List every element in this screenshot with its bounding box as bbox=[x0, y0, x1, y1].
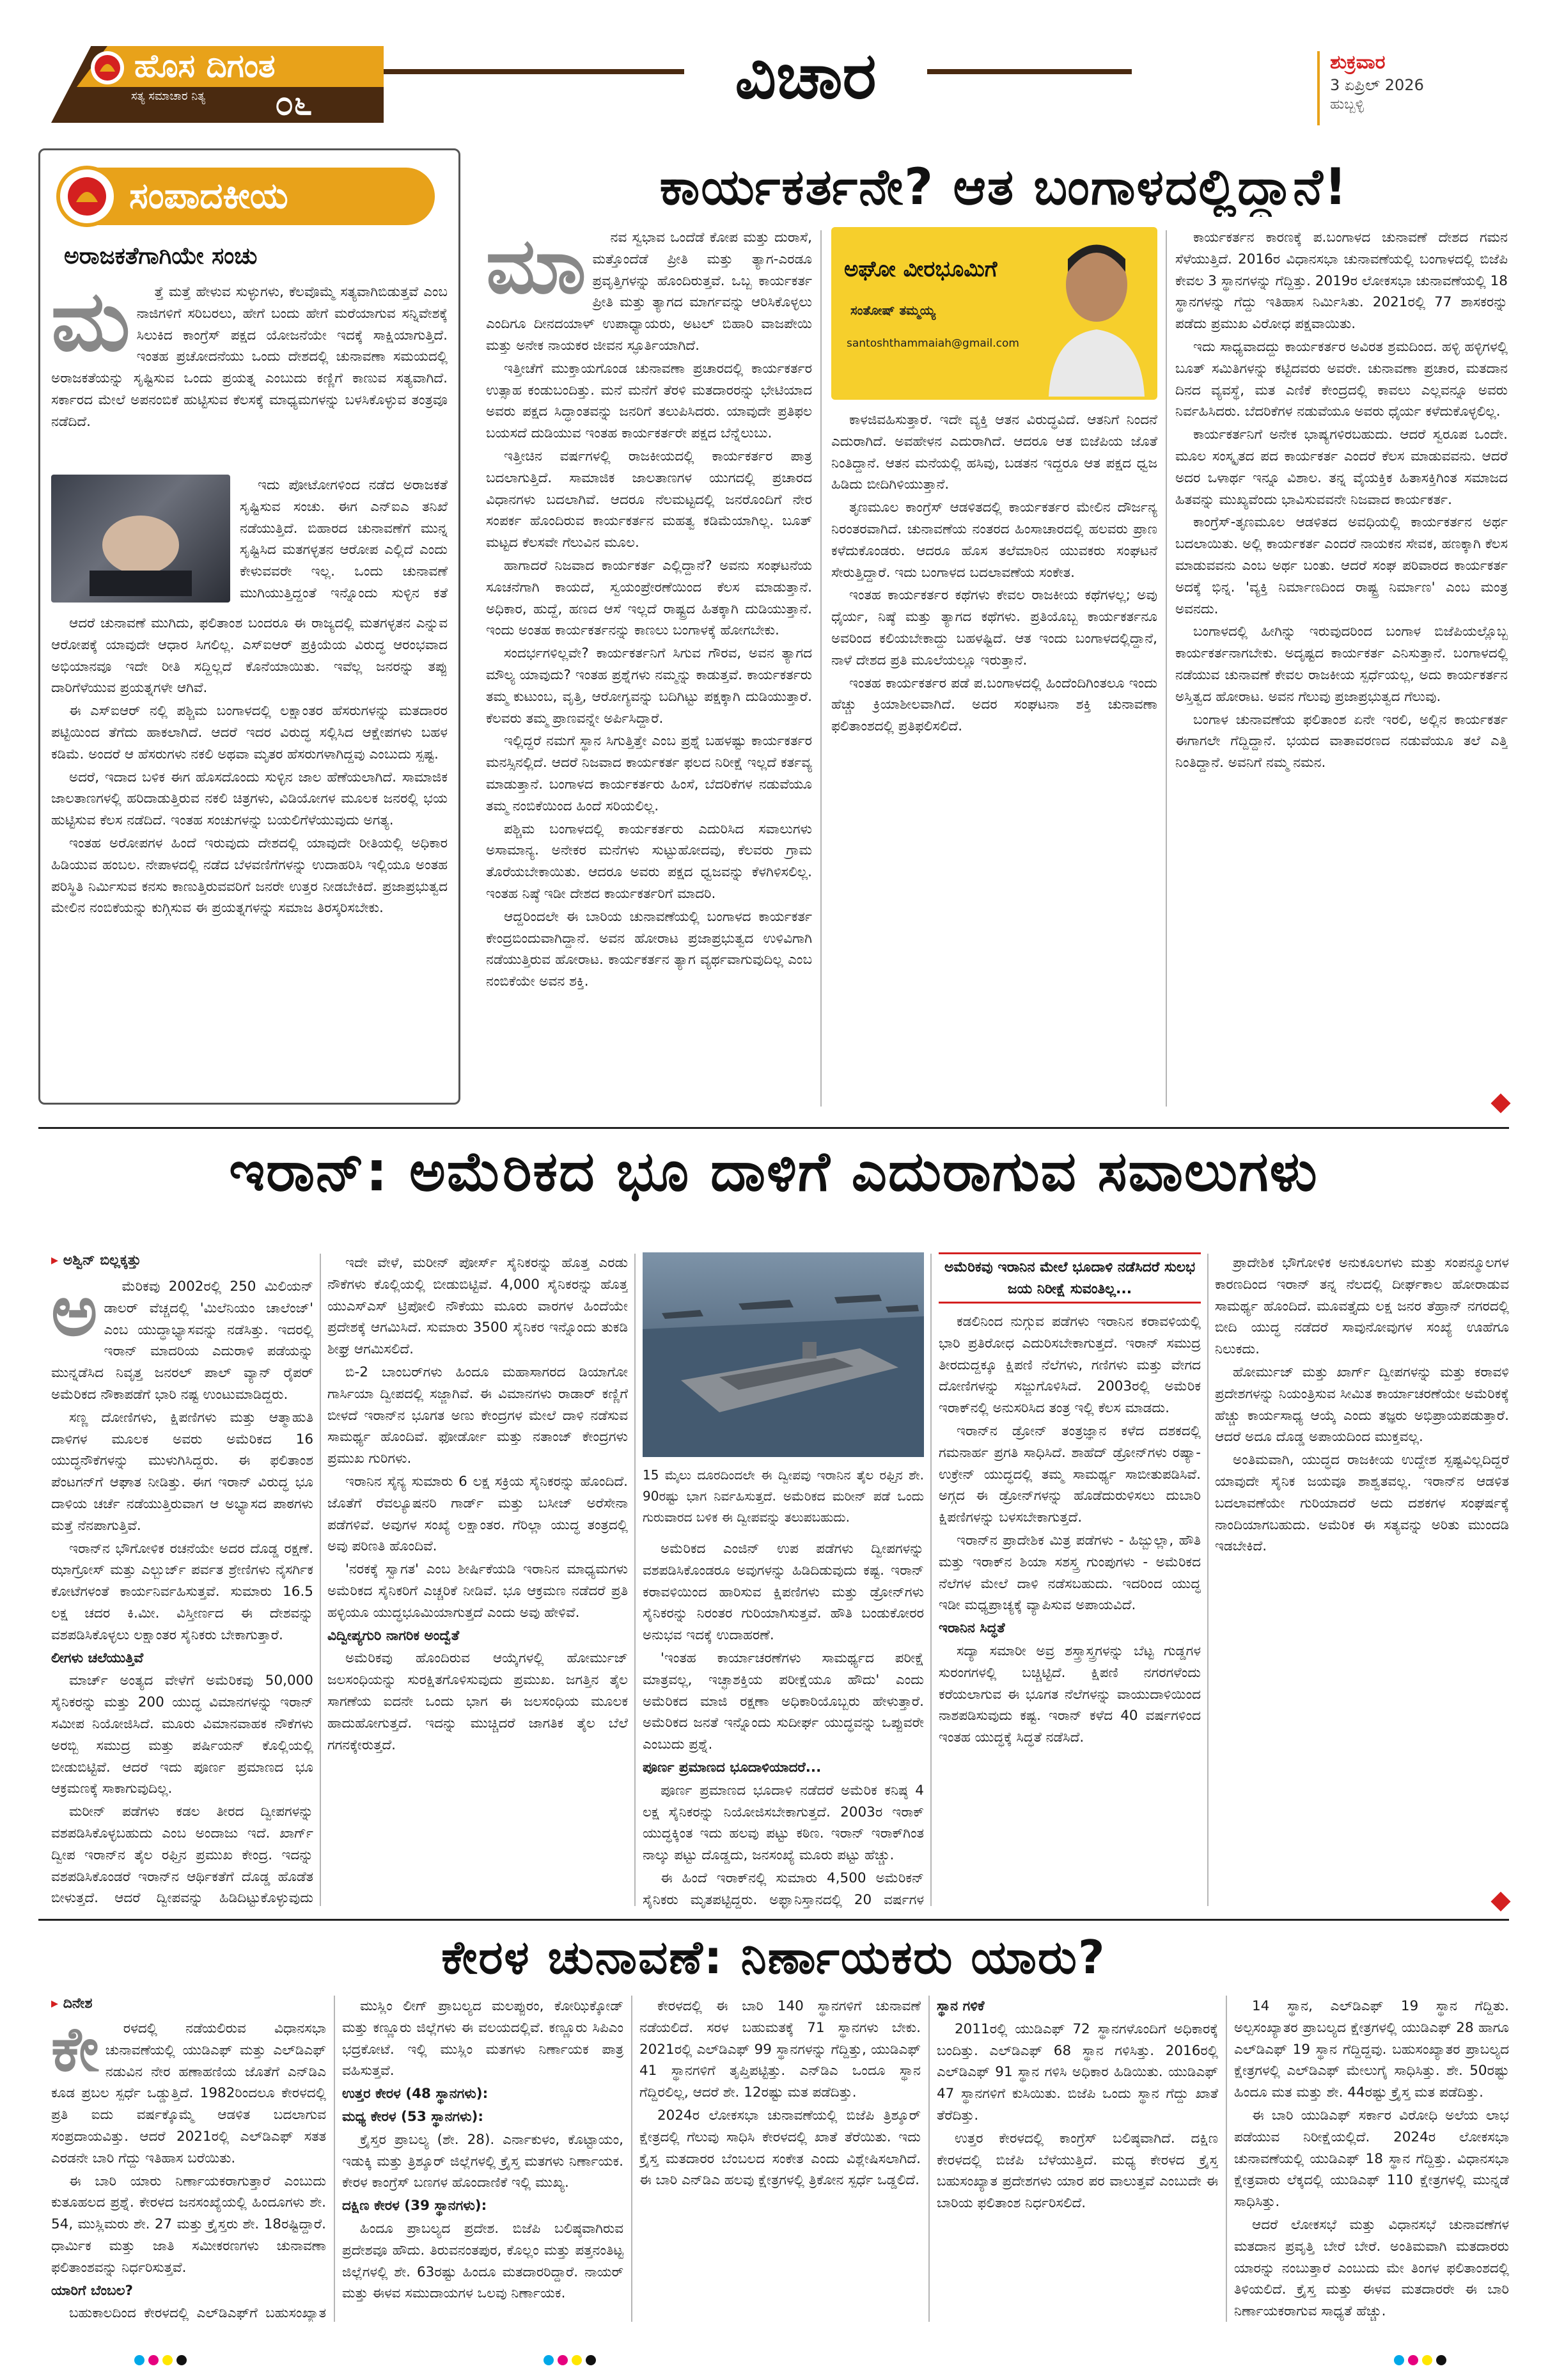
kerala-byline-marker-icon: ▸ bbox=[51, 1996, 63, 2012]
lead-headline: ಕಾರ್ಯಕರ್ತನೇ? ಆತ ಬಂಗಾಳದಲ್ಲಿದ್ದಾನೆ! bbox=[659, 159, 1349, 216]
kerala-sub4: ದಕ್ಷಿಣ ಕೇರಳ (39 ಸ್ಥಾನಗಳು): bbox=[342, 2198, 487, 2214]
iran-photo-caption bbox=[643, 1465, 924, 1531]
iran-p1: ಮೆರಿಕವು 2002ರಲ್ಲಿ 250 ಮಿಲಿಯನ್ ಡಾಲರ್ ವೆಚ್ಚದಲ್ಲಿ 'ಮಿಲೆನಿಯಂ ಚಾಲೆಂಜ್' ಎಂಬ ಯುದ್ಧಾಭ್ಯಾಸವನ್ನು ನಡೆಸಿತ್ತು. ಇದರಲ್ಲಿ ಇರಾನ್ ಮಾದರಿಯ ಎದುರಾಳಿ ಪಡೆಯನ್ನು ಮುನ್ನಡೆಸಿದ ನಿವೃತ್ತ ಜನರಲ್ ಪಾಲ್ ವ್ಯಾನ್ ರೈಪರ್ ಅಮೆರಿಕದ ನೌಕಾಪಡೆಗೆ ಭಾರಿ ನಷ್ಟ ಉಂಟುಮಾಡಿದ್ದರು. bbox=[51, 1279, 313, 1403]
kerala-sub2: ಉತ್ತರ ಕೇರಳ (48 ಸ್ಥಾನಗಳು): bbox=[342, 2086, 489, 2102]
iran-col-3 bbox=[643, 1538, 924, 1909]
iran-divider-2 bbox=[634, 1254, 636, 1906]
editorial-p4: ಈ ಎಸ್‌ಐಆರ್ ನಲ್ಲಿ ಪಶ್ಚಿಮ ಬಂಗಾಳದಲ್ಲಿ ಲಕ್ಷಾಂತರ ಹೆಸರುಗಳನ್ನು ಮತದಾರರ ಪಟ್ಟಿಯಿಂದ ತೆಗೆದು ಹಾಕಲಾಗಿದೆ. ಆದರೆ ಇದರ ವಿರುದ್ಧ ಸಲ್ಲಿಸಿದ ಆಕ್ಷೇಪಗಳು ಬಹಳ ಕಡಿಮೆ. ಅಂದರೆ ಆ ಹೆಸರುಗಳು ನಕಲಿ ಅಥವಾ ಮೃತರ ಹೆಸರುಗಳಾಗಿದ್ದವು ಎಂಬುದು ಸ್ಪಷ್ಟ. bbox=[51, 703, 448, 762]
kerala-p6: ಹಿಂದೂ ಪ್ರಾಬಲ್ಯದ ಪ್ರದೇಶ. ಬಿಜೆಪಿ ಬಲಿಷ್ಠವಾಗಿರುವ ಪ್ರದೇಶವೂ ಹೌದು. ತಿರುವನಂತಪುರ, ಕೊಲ್ಲಂ ಮತ್ತು ಪತ್ತನಂತಿಟ್ಟ ಜಿಲ್ಲೆಗಳಲ್ಲಿ ಶೇ. 63ರಷ್ಟು ಹಿಂದೂ ಮತದಾರರಿದ್ದಾರೆ. ನಾಯರ್ ಮತ್ತು ಈಳವ ಸಮುದಾಯಗಳ ಒಲವು ನಿರ್ಣಾಯಕ. bbox=[342, 2220, 623, 2302]
kerala-col-4 bbox=[937, 1996, 1218, 2322]
iran-p17: ಇರಾನ್‌ನ ಪ್ರಾದೇಶಿಕ ಮಿತ್ರ ಪಡೆಗಳು - ಹಿಜ್ಬುಲ್ಲಾ, ಹೌತಿ ಮತ್ತು ಇರಾಕ್‌ನ ಶಿಯಾ ಸಶಸ್ತ್ರ ಗುಂಪುಗಳು - ಅಮೆರಿಕದ ನೆಲೆಗಳ ಮೇಲೆ ದಾಳಿ ನಡೆಸಬಹುದು. ಇದರಿಂದ ಯುದ್ಧ ಇಡೀ ಮಧ್ಯಪ್ರಾಚ್ಯಕ್ಕೆ ವ್ಯಾಪಿಸುವ ಅಪಾಯವಿದೆ. bbox=[939, 1532, 1201, 1614]
iran-p13: ಪೂರ್ಣ ಪ್ರಮಾಣದ ಭೂದಾಳಿ ನಡೆದರೆ ಅಮೆರಿಕ ಕನಿಷ್ಠ 4 ಲಕ್ಷ ಸೈನಿಕರನ್ನು ನಿಯೋಜಿಸಬೇಕಾಗುತ್ತದೆ. 2003ರ ಇರಾಕ್ ಯುದ್ಧಕ್ಕಿಂತ ಇದು ಹಲವು ಪಟ್ಟು ಕಠಿಣ. ಇರಾನ್ ಇರಾಕ್‌ಗಿಂತ ನಾಲ್ಕು ಪಟ್ಟು ದೊಡ್ಡದು, ಜನಸಂಖ್ಯೆ ಮೂರು ಪಟ್ಟು ಹೆಚ್ಚು. bbox=[643, 1782, 924, 1864]
iran-sub2: ವಿದ್ವೀಪ್ಯಗುರಿ ನಾಗರಿಕ ಅಂದ್ವೆತೆ bbox=[327, 1627, 460, 1644]
yellow-dot bbox=[162, 2355, 173, 2365]
editorial-photo bbox=[51, 475, 230, 603]
iran-divider-1 bbox=[320, 1254, 321, 1906]
lead-col-1 bbox=[486, 227, 812, 1110]
magenta-dot bbox=[1408, 2355, 1418, 2365]
iran-byline bbox=[51, 1252, 141, 1268]
date-label: 3 ಏಪ್ರಿಲ್ 2026 bbox=[1330, 76, 1424, 94]
column-box bbox=[831, 227, 1157, 400]
editorial-p2: ಇದು ಪೋಟೋಗಳಿಂದ ನಡೆದ ಅರಾಜಕತೆ ಸೃಷ್ಟಿಸುವ ಸಂಚು. ಈಗ ಎನ್‌ಐಎ ತನಿಖೆ ನಡೆಯುತ್ತಿದೆ. ಬಿಹಾರದ ಚುನಾವಣೆಗೆ ಮುನ್ನ ಸೃಷ್ಟಿಸಿದ ಮತಗಳ್ಳತನ ಆರೋಪ ಎಲ್ಲಿದೆ ಎಂದು ಕೇಳುವವರೇ ಇಲ್ಲ. ಒಂದು ಚುನಾವಣೆ ಮುಗಿಯುತ್ತಿದ್ದಂತೆ ಇನ್ನೊಂದು ಸುಳ್ಳಿನ ಕತೆ bbox=[240, 477, 448, 601]
cyan-dot bbox=[1394, 2355, 1404, 2365]
kerala-sub5: ಸ್ಥಾನ ಗಳಿಕೆ bbox=[937, 1998, 985, 2014]
masthead-date-box bbox=[1317, 51, 1509, 125]
lead-divider-1 bbox=[820, 230, 822, 1107]
iran-headline: ಇರಾನ್: ಅಮೆರಿಕದ ಭೂ ದಾಳಿಗೆ ಎದುರಾಗುವ ಸವಾಲುಗಳು bbox=[229, 1140, 1318, 1204]
author-photo bbox=[1042, 233, 1151, 397]
black-dot bbox=[176, 2355, 187, 2365]
lead-p10: ತೃಣಮೂಲ ಕಾಂಗ್ರೆಸ್ ಆಡಳಿತದಲ್ಲಿ ಕಾರ್ಯಕರ್ತರ ಮೇಲಿನ ದೌರ್ಜನ್ಯ ನಿರಂತರವಾಗಿದೆ. ಚುನಾವಣೆಯ ನಂತರದ ಹಿಂಸಾಚಾರದಲ್ಲಿ ಹಲವರು ಪ್ರಾಣ ಕಳೆದುಕೊಂಡರು. ಆದರೂ ಹೊಸ ತಲೆಮಾರಿನ ಯುವಕರು ಸಂಘಟನೆ ಸೇರುತ್ತಿದ್ದಾರೆ. ಇದು ಬಂಗಾಳದ ಬದಲಾವಣೆಯ ಸಂಕೇತ. bbox=[831, 500, 1157, 581]
column-email: santoshthammaiah@gmail.com bbox=[847, 337, 1019, 350]
editorial-body-3 bbox=[51, 613, 448, 1099]
editorial-p1: ತ್ತೆ ಮತ್ತೆ ಹೇಳುವ ಸುಳ್ಳುಗಳು, ಕೆಲವೊಮ್ಮೆ ಸತ್ಯವಾಗಿಬಿಡುತ್ತವೆ ಎಂಬ ನಾಜಿಗಳಿಗೆ ಸರಿಬರಲು, ಹೇಗೆ ಬಂದು ಹೇಗೆ ಮರೆಯಾಗುವ ಸನ್ನಿವೇಶಕ್ಕೆ ಸಿಲುಕಿದ ಕಾಂಗ್ರೆಸ್ ಪಕ್ಷದ ಯೋಜನೆಯೇ ಇದಕ್ಕೆ ಸಾಕ್ಷಿಯಾಗುತ್ತಿದೆ. ಇಂತಹ ಪ್ರಚೋದನೆಯು ಒಂದು ದೇಶದಲ್ಲಿ ಚುನಾವಣಾ ಸಮಯದಲ್ಲಿ ಅರಾಜಕತೆಯನ್ನು ಸೃಷ್ಟಿಸುವ ಒಂದು ಪ್ರಯತ್ನ ಎಂಬುದು ಕಣ್ಣಿಗೆ ಕಾಣುವ ಸತ್ಯವಾಗಿದೆ. ಸರ್ಕಾರದ ಮೇಲೆ ಅಪನಂಬಿಕೆ ಹುಟ್ಟಿಸುವ ಕೆಲಸಕ್ಕೆ ಮಾಧ್ಯಮಗಳನ್ನು ಬಳಸಿಕೊಳ್ಳುವ ತಂತ್ರವೂ ನಡೆದಿದೆ. bbox=[51, 284, 448, 430]
kerala-divider-4 bbox=[1226, 1996, 1227, 2322]
kerala-headline: ಕೇರಳ ಚುನಾವಣೆ: ನಿರ್ಣಾಯಕರು ಯಾರು? bbox=[441, 1930, 1106, 1984]
iran-byline-text: ಅಶ್ವಿನ್ ಬಿಲ್ಲಕ್ಕತ್ತು bbox=[63, 1252, 141, 1268]
iran-photo bbox=[643, 1252, 924, 1457]
city-label: ಹುಬ್ಬಳ್ಳಿ bbox=[1330, 97, 1365, 113]
page-number: ೦೬ bbox=[275, 84, 313, 123]
magenta-dot bbox=[148, 2355, 159, 2365]
kerala-p9: 2011ರಲ್ಲಿ ಯುಡಿಎಫ್ 72 ಸ್ಥಾನಗಳೊಂದಿಗೆ ಅಧಿಕಾರಕ್ಕೆ ಬಂದಿತ್ತು. ಎಲ್‌ಡಿಎಫ್ 68 ಸ್ಥಾನ ಗಳಿಸಿತ್ತು. 2016ರಲ್ಲಿ ಎಲ್‌ಡಿಎಫ್ 91 ಸ್ಥಾನ ಗಳಿಸಿ ಅಧಿಕಾರ ಹಿಡಿಯಿತು. ಯುಡಿಎಫ್ 47 ಸ್ಥಾನಗಳಿಗೆ ಕುಸಿಯಿತು. ಬಿಜೆಪಿ ಒಂದು ಸ್ಥಾನ ಗೆದ್ದು ಖಾತೆ ತೆರೆದಿತ್ತು. bbox=[937, 2021, 1218, 2124]
day-label: ಶುಕ್ರವಾರ bbox=[1330, 51, 1386, 74]
kerala-p5: ಕ್ರೈಸ್ತರ ಪ್ರಾಬಲ್ಯ (ಶೇ. 28). ಎರ್ನಾಕುಳಂ, ಕೊಟ್ಟಾಯಂ, ಇಡುಕ್ಕಿ ಮತ್ತು ತ್ರಿಶ್ಶೂರ್ ಜಿಲ್ಲೆಗಳಲ್ಲಿ ಕ್ರೈಸ್ತ ಮತಗಳು ನಿರ್ಣಾಯಕ. ಕೇರಳ ಕಾಂಗ್ರೆಸ್ ಬಣಗಳ ಹೊಂದಾಣಿಕೆ ಇಲ್ಲಿ ಮುಖ್ಯ. bbox=[342, 2131, 623, 2191]
black-dot bbox=[586, 2355, 596, 2365]
editorial-p3: ಆದರೆ ಚುನಾವಣೆ ಮುಗಿದು, ಫಲಿತಾಂಶ ಬಂದರೂ ಈ ರಾಜ್ಯದಲ್ಲಿ ಮತಗಳ್ಳತನ ಎನ್ನುವ ಆರೋಪಕ್ಕೆ ಯಾವುದೇ ಆಧಾರ ಸಿಗಲಿಲ್ಲ. ಎಸ್‌ಐಆರ್ ಪ್ರಕ್ರಿಯೆಯ ವಿರುದ್ಧ ಆರಂಭವಾದ ಅಭಿಯಾನವೂ ಇದೇ ರೀತಿ ಸದ್ದಿಲ್ಲದೆ ಕೊನೆಯಾಯಿತು. ಇವೆಲ್ಲ ಜನರನ್ನು ತಪ್ಪು ದಾರಿಗೆಳೆಯುವ ಪ್ರಯತ್ನಗಳೇ ಆಗಿವೆ. bbox=[51, 615, 448, 697]
lead-dropcap: ಮಾ bbox=[486, 227, 586, 311]
iran-quote-text: ಅಮೆರಿಕವು ಇರಾನಿನ ಮೇಲೆ ಭೂದಾಳಿ ನಡೆಸಿದರೆ ಸುಲಭ ಜಯ ನಿರೀಕ್ಷೆ ಸುವಂತಿಲ್ಲ... bbox=[944, 1259, 1195, 1297]
kerala-divider-3 bbox=[928, 1996, 930, 2322]
section-divider-1 bbox=[38, 1127, 1509, 1129]
kerala-sub1: ಯಾರಿಗೆ ಬೆಂಬಲ? bbox=[51, 2282, 133, 2299]
kerala-byline-text: ದಿನೇಶ bbox=[63, 1996, 93, 2012]
editorial-badge bbox=[64, 168, 435, 225]
iran-col-2 bbox=[327, 1252, 628, 1911]
lead-p18: ಬಂಗಾಳ ಚುನಾವಣೆಯ ಫಲಿತಾಂಶ ಏನೇ ಇರಲಿ, ಅಲ್ಲಿನ ಕಾರ್ಯಕರ್ತ ಈಗಾಗಲೇ ಗೆದ್ದಿದ್ದಾನೆ. ಭಯದ ವಾತಾವರಣದ ನಡುವೆಯೂ ತಲೆ ಎತ್ತಿ ನಿಂತಿದ್ದಾನೆ. ಅವನಿಗೆ ನಮ್ಮ ನಮನ. bbox=[1175, 711, 1508, 771]
iran-dropcap: ಅ bbox=[51, 1276, 98, 1352]
lead-p6: ಇಲ್ಲಿದ್ದರೆ ನಮಗೆ ಸ್ಥಾನ ಸಿಗುತ್ತಿತ್ತೇ ಎಂಬ ಪ್ರಶ್ನೆ ಬಹಳಷ್ಟು ಕಾರ್ಯಕರ್ತರ ಮನಸ್ಸಿನಲ್ಲಿದೆ. ಆದರೆ ನಿಜವಾದ ಕಾರ್ಯಕರ್ತ ಫಲದ ನಿರೀಕ್ಷೆ ಇಲ್ಲದೆ ಕರ್ತವ್ಯ ಮಾಡುತ್ತಾನೆ. ಬಂಗಾಳದ ಕಾರ್ಯಕರ್ತರು ಹಿಂಸೆ, ಬೆದರಿಕೆಗಳ ನಡುವೆಯೂ ತಮ್ಮ ನಂಬಿಕೆಯಿಂದ ಹಿಂದೆ ಸರಿಯಲಿಲ್ಲ. bbox=[486, 733, 812, 814]
iran-sub1: ಲೀಗಳು ಚಲೆಯುತ್ತಿವೆ bbox=[51, 1650, 144, 1666]
iran-quote-box bbox=[939, 1252, 1201, 1304]
lead-p11: ಇಂತಹ ಕಾರ್ಯಕರ್ತರ ಕಥೆಗಳು ಕೇವಲ ರಾಜಕೀಯ ಕಥೆಗಳಲ್ಲ; ಅವು ಧೈರ್ಯ, ನಿಷ್ಠೆ ಮತ್ತು ತ್ಯಾಗದ ಕಥೆಗಳು. ಪ್ರತಿಯೊಬ್ಬ ಕಾರ್ಯಕರ್ತನೂ ಅವರಿಂದ ಕಲಿಯಬೇಕಾದ್ದು ಬಹಳಷ್ಟಿದೆ. ಆತ ಇಂದು ಬಂಗಾಳದಲ್ಲಿದ್ದಾನೆ, ನಾಳೆ ದೇಶದ ಪ್ರತಿ ಮೂಲೆಯಲ್ಲೂ ಇರುತ್ತಾನೆ. bbox=[831, 587, 1157, 668]
lead-p15: ಕಾರ್ಯಕರ್ತನಿಗೆ ಅನೇಕ ಭಾಷ್ಯಗಳಿರಬಹುದು. ಆದರೆ ಸ್ವರೂಪ ಒಂದೇ. ಮೂಲ ಸಂಸ್ಕೃತದ ಪದ ಕಾರ್ಯಕರ್ತ ಎಂದರೆ ಕೆಲಸ ಮಾಡುವವನು. ಆದರೆ ಅದರ ಒಳಾರ್ಥ ಇನ್ನೂ ವಿಶಾಲ. ತನ್ನ ವೈಯಕ್ತಿಕ ಹಿತಾಸಕ್ತಿಗಿಂತ ಸಮಾಜದ ಹಿತವನ್ನು ಮುಖ್ಯವೆಂದು ಭಾವಿಸುವವನೇ ನಿಜವಾದ ಕಾರ್ಯಕರ್ತ. bbox=[1175, 427, 1508, 508]
kerala-p10: ಉತ್ತರ ಕೇರಳದಲ್ಲಿ ಕಾಂಗ್ರೆಸ್ ಬಲಿಷ್ಠವಾಗಿದೆ. ದಕ್ಷಿಣ ಕೇರಳದಲ್ಲಿ ಬಿಜೆಪಿ ಬೆಳೆಯುತ್ತಿದೆ. ಮಧ್ಯ ಕೇರಳದ ಕ್ರೈಸ್ತ ಬಹುಸಂಖ್ಯಾತ ಪ್ರದೇಶಗಳು ಯಾರ ಪರ ವಾಲುತ್ತವೆ ಎಂಬುದೇ ಈ ಬಾರಿಯ ಫಲಿತಾಂಶ ನಿರ್ಧರಿಸಲಿದೆ. bbox=[937, 2130, 1218, 2212]
editorial-logo-icon bbox=[56, 166, 118, 227]
iran-sub4: ಇರಾನಿನ ಸಿದ್ಧತೆ bbox=[939, 1620, 1005, 1637]
editorial-badge-label: ಸಂಪಾದಕೀಯ bbox=[129, 175, 288, 217]
iran-p18: ಸದ್ಯಾ ಸಮಾರೀ ಅವ್ರ ಶಸ್ತ್ರಾಸ್ತ್ರಗಳನ್ನು ಬೆಟ್ಟ ಗುಡ್ಡಗಳ ಸುರಂಗಗಳಲ್ಲಿ ಬಚ್ಚಿಟ್ಟಿದೆ. ಕ್ಷಿಪಣಿ ನಗರಗಳೆಂದು ಕರೆಯಲಾಗುವ ಈ ಭೂಗತ ನೆಲೆಗಳನ್ನು ವಾಯುದಾಳಿಯಿಂದ ನಾಶಪಡಿಸುವುದು ಕಷ್ಟ. ಇರಾನ್ ಕಳೆದ 40 ವರ್ಷಗಳಿಂದ ಇಂತಹ ಯುದ್ಧಕ್ಕೆ ಸಿದ್ಧತೆ ನಡೆಸಿದೆ. bbox=[939, 1643, 1201, 1746]
editorial-dropcap: ಮ bbox=[51, 281, 130, 370]
lead-p7: ಪಶ್ಚಿಮ ಬಂಗಾಳದಲ್ಲಿ ಕಾರ್ಯಕರ್ತರು ಎದುರಿಸಿದ ಸವಾಲುಗಳು ಅಸಾಮಾನ್ಯ. ಅನೇಕರ ಮನೆಗಳು ಸುಟ್ಟುಹೋದವು, ಕೆಲವರು ಗ್ರಾಮ ತೊರೆಯಬೇಕಾಯಿತು. ಆದರೂ ಅವರು ಪಕ್ಷದ ಧ್ವಜವನ್ನು ಕೆಳಗಿಳಿಸಲಿಲ್ಲ. ಇಂತಹ ನಿಷ್ಠೆ ಇಡೀ ದೇಶದ ಕಾರ್ಯಕರ್ತರಿಗೆ ಮಾದರಿ. bbox=[486, 821, 812, 902]
lead-col-3 bbox=[1175, 227, 1508, 1113]
iran-p11: ಅಮೆರಿಕದ ಎಂಜಿನ್ ಉಪ ಪಡೆಗಳು ದ್ವೀಪಗಳನ್ನು ವಶಪಡಿಸಿಕೊಂಡರೂ ಅವುಗಳನ್ನು ಹಿಡಿದಿಡುವುದು ಕಷ್ಟ. ಇರಾನ್ ಕರಾವಳಿಯಿಂದ ಹಾರಿಸುವ ಕ್ಷಿಪಣಿಗಳು ಮತ್ತು ಡ್ರೋನ್‌ಗಳು ಸೈನಿಕರನ್ನು ನಿರಂತರ ಗುರಿಯಾಗಿಸುತ್ತವೆ. ಹೌತಿ ಬಂಡುಕೋರರ ಅನುಭವ ಇದಕ್ಕೆ ಉದಾಹರಣೆ. bbox=[643, 1541, 924, 1644]
editorial-body-2 bbox=[240, 475, 448, 606]
iran-divider-4 bbox=[1207, 1254, 1209, 1906]
lead-p8: ಆದ್ದರಿಂದಲೇ ಈ ಬಾರಿಯ ಚುನಾವಣೆಯಲ್ಲಿ ಬಂಗಾಳದ ಕಾರ್ಯಕರ್ತ ಕೇಂದ್ರಬಿಂದುವಾಗಿದ್ದಾನೆ. ಅವನ ಹೋರಾಟ ಪ್ರಜಾಪ್ರಭುತ್ವದ ಉಳಿವಿಗಾಗಿ ನಡೆಯುತ್ತಿರುವ ಹೋರಾಟ. ಕಾರ್ಯಕರ್ತನ ತ್ಯಾಗ ವ್ಯರ್ಥವಾಗುವುದಿಲ್ಲ ಎಂಬ ನಂಬಿಕೆಯೇ ಅವನ ಶಕ್ತಿ. bbox=[486, 908, 812, 990]
iran-p3: ಇರಾನ್‌ನ ಭೌಗೋಳಿಕ ರಚನೆಯೇ ಅದರ ದೊಡ್ಡ ರಕ್ಷಣೆ. ಝಾಗ್ರೋಸ್ ಮತ್ತು ಎಲ್ಬುರ್ಜ್ ಪರ್ವತ ಶ್ರೇಣಿಗಳು ನೈಸರ್ಗಿಕ ಕೋಟೆಗಳಂತೆ ಕಾರ್ಯನಿರ್ವಹಿಸುತ್ತವೆ. ಸುಮಾರು 16.5 ಲಕ್ಷ ಚದರ ಕಿ.ಮೀ. ವಿಸ್ತೀರ್ಣದ ಈ ದೇಶವನ್ನು ವಶಪಡಿಸಿಕೊಳ್ಳಲು ಲಕ್ಷಾಂತರ ಸೈನಿಕರು ಬೇಕಾಗುತ್ತಾರೆ. bbox=[51, 1540, 313, 1643]
kerala-divider-1 bbox=[334, 1996, 335, 2322]
lead-p2: ಇತ್ತೀಚೆಗೆ ಮುಕ್ತಾಯಗೊಂಡ ಚುನಾವಣಾ ಪ್ರಚಾರದಲ್ಲಿ ಕಾರ್ಯಕರ್ತರ ಉತ್ಸಾಹ ಕಂಡುಬಂದಿತ್ತು. ಮನೆ ಮನೆಗೆ ತೆರಳಿ ಮತದಾರರನ್ನು ಭೇಟಿಯಾದ ಅವರು ಪಕ್ಷದ ಸಿದ್ಧಾಂತವನ್ನು ಜನರಿಗೆ ತಲುಪಿಸಿದರು. ಯಾವುದೇ ಪ್ರತಿಫಲ ಬಯಸದೆ ದುಡಿಯುವ ಇಂತಹ ಕಾರ್ಯಕರ್ತರೇ ಪಕ್ಷದ ಬೆನ್ನೆಲುಬು. bbox=[486, 360, 812, 442]
registration-marks-center bbox=[544, 2355, 596, 2365]
iran-col-5 bbox=[1215, 1252, 1509, 1895]
iran-p4: ಮಾರ್ಚ್ ಅಂತ್ಯದ ವೇಳೆಗೆ ಅಮೆರಿಕವು 50,000 ಸೈನಿಕರನ್ನು ಮತ್ತು 200 ಯುದ್ಧ ವಿಮಾನಗಳನ್ನು ಇರಾನ್ ಸಮೀಪ ನಿಯೋಜಿಸಿದೆ. ಮೂರು ವಿಮಾನವಾಹಕ ನೌಕೆಗಳು ಅರಬ್ಬಿ ಸಮುದ್ರ ಮತ್ತು ಪರ್ಷಿಯನ್ ಕೊಲ್ಲಿಯಲ್ಲಿ ಬೀಡುಬಿಟ್ಟಿವೆ. ಆದರೆ ಇದು ಪೂರ್ಣ ಪ್ರಮಾಣದ ಭೂ ಆಕ್ರಮಣಕ್ಕೆ ಸಾಕಾಗುವುದಿಲ್ಲ. bbox=[51, 1673, 313, 1797]
iran-p21: ಅಂತಿಮವಾಗಿ, ಯುದ್ಧದ ರಾಜಕೀಯ ಉದ್ದೇಶ ಸ್ಪಷ್ಟವಿಲ್ಲದಿದ್ದರೆ ಯಾವುದೇ ಸೈನಿಕ ಜಯವೂ ಶಾಶ್ವತವಲ್ಲ. ಇರಾನ್‌ನ ಆಡಳಿತ ಬದಲಾವಣೆಯೇ ಗುರಿಯಾದರೆ ಅದು ದಶಕಗಳ ಸಂಘರ್ಷಕ್ಕೆ ನಾಂದಿಯಾಗಬಹುದು. ಅಮೆರಿಕ ಈ ಸತ್ಯವನ್ನು ಅರಿತು ಮುಂದಡಿ ಇಡಬೇಕಿದೆ. bbox=[1215, 1452, 1509, 1555]
iran-p12: 'ಇಂತಹ ಕಾರ್ಯಾಚರಣೆಗಳು ಸಾಮರ್ಥ್ಯದ ಪರೀಕ್ಷೆ ಮಾತ್ರವಲ್ಲ, ಇಚ್ಛಾಶಕ್ತಿಯ ಪರೀಕ್ಷೆಯೂ ಹೌದು' ಎಂದು ಅಮೆರಿಕದ ಮಾಜಿ ರಕ್ಷಣಾ ಅಧಿಕಾರಿಯೊಬ್ಬರು ಹೇಳುತ್ತಾರೆ. ಅಮೆರಿಕದ ಜನತೆ ಇನ್ನೊಂದು ಸುದೀರ್ಘ ಯುದ್ಧವನ್ನು ಒಪ್ಪುವರೇ ಎಂಬುದು ಪ್ರಶ್ನೆ. bbox=[643, 1650, 924, 1753]
lead-p16: ಕಾಂಗ್ರೆಸ್-ತೃಣಮೂಲ ಆಡಳಿತದ ಅವಧಿಯಲ್ಲಿ ಕಾರ್ಯಕರ್ತನ ಅರ್ಥ ಬದಲಾಯಿತು. ಅಲ್ಲಿ ಕಾರ್ಯಕರ್ತ ಎಂದರೆ ನಾಯಕನ ಸೇವಕ, ಹಣಕ್ಕಾಗಿ ಕೆಲಸ ಮಾಡುವವನು ಎಂಬ ಅರ್ಥ ಬಂತು. ಆದರೆ ಸಂಘ ಪರಿವಾರದ ಕಾರ್ಯಕರ್ತ ಅದಕ್ಕೆ ಭಿನ್ನ. 'ವ್ಯಕ್ತಿ ನಿರ್ಮಾಣದಿಂದ ರಾಷ್ಟ್ರ ನಿರ್ಮಾಣ' ಎಂಬ ಮಂತ್ರ ಅವನದು. bbox=[1175, 514, 1508, 617]
masthead bbox=[0, 0, 1541, 128]
lead-p5: ಸಂದರ್ಭಗಳಿಲ್ಲವೇ? ಕಾರ್ಯಕರ್ತನಿಗೆ ಸಿಗುವ ಗೌರವ, ಅವನ ತ್ಯಾಗದ ಮೌಲ್ಯ ಯಾವುದು? ಇಂತಹ ಪ್ರಶ್ನೆಗಳು ನಮ್ಮನ್ನು ಕಾಡುತ್ತವೆ. ಕಾರ್ಯಕರ್ತರು ತಮ್ಮ ಕುಟುಂಬ, ವೃತ್ತಿ, ಆರೋಗ್ಯವನ್ನು ಬದಿಗಿಟ್ಟು ಪಕ್ಷಕ್ಕಾಗಿ ದುಡಿಯುತ್ತಾರೆ. ಕೆಲವರು ತಮ್ಮ ಪ್ರಾಣವನ್ನೇ ಅರ್ಪಿಸಿದ್ದಾರೆ. bbox=[486, 645, 812, 727]
black-dot bbox=[1436, 2355, 1446, 2365]
registration-marks-left bbox=[134, 2355, 187, 2365]
editorial-title: ಅರಾಜಕತೆಗಾಗಿಯೇ ಸಂಚು bbox=[64, 243, 258, 269]
column-title: ಅಘೋ ವೀರಭೂಮಿಗೆ bbox=[844, 256, 997, 282]
kerala-p7: ಕೇರಳದಲ್ಲಿ ಈ ಬಾರಿ 140 ಸ್ಥಾನಗಳಿಗೆ ಚುನಾವಣೆ ನಡೆಯಲಿದೆ. ಸರಳ ಬಹುಮತಕ್ಕೆ 71 ಸ್ಥಾನಗಳು ಬೇಕು. 2021ರಲ್ಲಿ ಎಲ್‌ಡಿಎಫ್ 99 ಸ್ಥಾನಗಳನ್ನು ಗೆದ್ದಿತ್ತು, ಯುಡಿಎಫ್ 41 ಸ್ಥಾನಗಳಿಗೆ ತೃಪ್ತಿಪಟ್ಟಿತ್ತು. ಎನ್‌ಡಿಎ ಒಂದೂ ಸ್ಥಾನ ಗೆದ್ದಿರಲಿಲ್ಲ, ಆದರೆ ಶೇ. 12ರಷ್ಟು ಮತ ಪಡೆದಿತ್ತು. bbox=[639, 1998, 921, 2101]
registration-marks-right bbox=[1394, 2355, 1446, 2365]
iran-p8: ಇರಾನಿನ ಸೈನ್ಯ ಸುಮಾರು 6 ಲಕ್ಷ ಸಕ್ರಿಯ ಸೈನಿಕರನ್ನು ಹೊಂದಿದೆ. ಜೊತೆಗೆ ರೆವಲ್ಯೂಷನರಿ ಗಾರ್ಡ್ ಮತ್ತು ಬಸೀಜ್ ಅರೆಸೇನಾ ಪಡೆಗಳಿವೆ. ಅವುಗಳ ಸಂಖ್ಯೆ ಲಕ್ಷಾಂತರ. ಗೆರಿಲ್ಲಾ ಯುದ್ಧ ತಂತ್ರದಲ್ಲಿ ಅವು ಪರಿಣತಿ ಹೊಂದಿವೆ. bbox=[327, 1473, 628, 1555]
kerala-p3: ಬಹುಕಾಲದಿಂದ ಕೇರಳದಲ್ಲಿ ಎಲ್‌ಡಿಎಫ್‌ಗೆ ಬಹುಸಂಖ್ಯಾತ bbox=[69, 2305, 326, 2322]
iran-p14: ಈ ಹಿಂದೆ ಇರಾಕ್‌ನಲ್ಲಿ ಸುಮಾರು 4,500 ಅಮೆರಿಕನ್ ಸೈನಿಕರು ಮೃತಪಟ್ಟಿದ್ದರು. ಅಫ್ಘಾನಿಸ್ತಾನದಲ್ಲಿ 20 ವರ್ಷಗಳ bbox=[643, 1870, 924, 1908]
iran-p10: ಅಮೆರಿಕವು ಹೊಂದಿರುವ ಆಯ್ಕೆಗಳಲ್ಲಿ ಹೋರ್ಮುಜ್ ಜಲಸಂಧಿಯನ್ನು ಸುರಕ್ಷಿತಗೊಳಿಸುವುದು ಪ್ರಮುಖ. ಜಗತ್ತಿನ ತೈಲ ಸಾಗಣೆಯ ಐದನೇ ಒಂದು ಭಾಗ ಈ ಜಲಸಂಧಿಯ ಮೂಲಕ ಹಾದುಹೋಗುತ್ತದೆ. ಇದನ್ನು ಮುಚ್ಚಿದರೆ ಜಾಗತಿಕ ತೈಲ ಬೆಲೆ ಗಗನಕ್ಕೇರುತ್ತದೆ. bbox=[327, 1650, 628, 1753]
iran-p5: ಮರೀನ್ ಪಡೆಗಳು ಕಡಲ ತೀರದ ದ್ವೀಪಗಳನ್ನು ವಶಪಡಿಸಿಕೊಳ್ಳಬಹುದು ಎಂಬ ಅಂದಾಜು ಇದೆ. ಖಾರ್ಗ್ ದ್ವೀಪ ಇರಾನ್‌ನ ತೈಲ ರಫ್ತಿನ ಪ್ರಮುಖ ಕೇಂದ್ರ. ಇದನ್ನು ವಶಪಡಿಸಿಕೊಂಡರೆ ಇರಾನ್‌ನ ಆರ್ಥಿಕತೆಗೆ ದೊಡ್ಡ ಹೊಡೆತ ಬೀಳುತ್ತದೆ. ಆದರೆ ದ್ವೀಪವನ್ನು ಹಿಡಿದಿಟ್ಟುಕೊಳ್ಳುವುದು bbox=[51, 1804, 313, 1907]
kerala-p13: ಆದರೆ ಲೋಕಸಭೆ ಮತ್ತು ವಿಧಾನಸಭೆ ಚುನಾವಣೆಗಳ ಮತದಾನ ಪ್ರವೃತ್ತಿ ಬೇರೆ ಬೇರೆ. ಅಂತಿಮವಾಗಿ ಮತದಾರರು ಯಾರನ್ನು ನಂಬುತ್ತಾರೆ ಎಂಬುದು ಮೇ ತಿಂಗಳ ಫಲಿತಾಂಶದಲ್ಲಿ ತಿಳಿಯಲಿದೆ. ಕ್ರೈಸ್ತ ಮತ್ತು ಈಳವ ಮತದಾರರೇ ಈ ಬಾರಿ ನಿರ್ಣಾಯಕರಾಗುವ ಸಾಧ್ಯತೆ ಹೆಚ್ಚು. bbox=[1234, 2216, 1509, 2320]
kerala-p11: 14 ಸ್ಥಾನ, ಎಲ್‌ಡಿಎಫ್ 19 ಸ್ಥಾನ ಗೆದ್ದಿತು. ಅಲ್ಪಸಂಖ್ಯಾತರ ಪ್ರಾಬಲ್ಯದ ಕ್ಷೇತ್ರಗಳಲ್ಲಿ ಯುಡಿಎಫ್ 28 ಹಾಗೂ ಎಲ್‌ಡಿಎಫ್ 19 ಸ್ಥಾನ ಗೆದ್ದಿದ್ದವು. ಬಹುಸಂಖ್ಯಾತರ ಪ್ರಾಬಲ್ಯದ ಕ್ಷೇತ್ರಗಳಲ್ಲಿ ಎಲ್‌ಡಿಎಫ್ ಮೇಲುಗೈ ಸಾಧಿಸಿತ್ತು. ಶೇ. 50ರಷ್ಟು ಹಿಂದೂ ಮತ ಮತ್ತು ಶೇ. 44ರಷ್ಟು ಕ್ರೈಸ್ತ ಮತ ಪಡೆದಿತ್ತು. bbox=[1234, 1998, 1509, 2101]
kerala-p2: ಈ ಬಾರಿ ಯಾರು ನಿರ್ಣಾಯಕರಾಗುತ್ತಾರೆ ಎಂಬುದು ಕುತೂಹಲದ ಪ್ರಶ್ನೆ. ಕೇರಳದ ಜನಸಂಖ್ಯೆಯಲ್ಲಿ ಹಿಂದೂಗಳು ಶೇ. 54, ಮುಸ್ಲಿಮರು ಶೇ. 27 ಮತ್ತು ಕ್ರೈಸ್ತರು ಶೇ. 18ರಷ್ಟಿದ್ದಾರೆ. ಧಾರ್ಮಿಕ ಮತ್ತು ಜಾತಿ ಸಮೀಕರಣಗಳು ಚುನಾವಣಾ ಫಲಿತಾಂಶವನ್ನು ನಿರ್ಧರಿಸುತ್ತವೆ. bbox=[51, 2173, 326, 2276]
kerala-p1: ರಳದಲ್ಲಿ ನಡೆಯಲಿರುವ ವಿಧಾನಸಭಾ ಚುನಾವಣೆಯಲ್ಲಿ ಯುಡಿಎಫ್ ಮತ್ತು ಎಲ್‌ಡಿಎಫ್ ನಡುವಿನ ನೇರ ಹಣಾಹಣಿಯ ಜೊತೆಗೆ ಎನ್‌ಡಿಎ ಕೂಡ ಪ್ರಬಲ ಸ್ಪರ್ಧೆ ಒಡ್ಡುತ್ತಿದೆ. 1982ರಿಂದಲೂ ಕೇರಳದಲ್ಲಿ ಪ್ರತಿ ಐದು ವರ್ಷಕ್ಕೊಮ್ಮೆ ಆಡಳಿತ ಬದಲಾಗುವ ಸಂಪ್ರದಾಯವಿತ್ತು. ಆದರೆ 2021ರಲ್ಲಿ ಎಲ್‌ಡಿಎಫ್ ಸತತ ಎರಡನೇ ಬಾರಿ ಗೆದ್ದು ಇತಿಹಾಸ ಬರೆಯಿತು. bbox=[51, 2021, 326, 2166]
iran-divider-3 bbox=[930, 1254, 932, 1906]
magenta-dot bbox=[558, 2355, 568, 2365]
yellow-dot bbox=[572, 2355, 582, 2365]
paper-name: ಹೊಸ ದಿಗಂತ bbox=[134, 47, 276, 84]
byline-marker-icon: ▸ bbox=[51, 1252, 63, 1268]
editorial-p6: ಇಂತಹ ಅರೋಪಗಳ ಹಿಂದೆ ಇರುವುದು ದೇಶದಲ್ಲಿ ಯಾವುದೇ ರೀತಿಯಲ್ಲಿ ಅಧಿಕಾರ ಹಿಡಿಯುವ ಹಂಬಲ. ನೇಪಾಳದಲ್ಲಿ ನಡೆದ ಬೆಳವಣಿಗೆಗಳನ್ನು ಉದಾಹರಿಸಿ ಇಲ್ಲಿಯೂ ಅಂತಹ ಪರಿಸ್ಥಿತಿ ನಿರ್ಮಿಸುವ ಕನಸು ಕಾಣುತ್ತಿರುವವರಿಗೆ ಜನರೇ ಉತ್ತರ ನೀಡಬೇಕಿದೆ. ಪ್ರಜಾಪ್ರಭುತ್ವದ ಮೇಲಿನ ನಂಬಿಕೆಯನ್ನು ಕುಗ್ಗಿಸುವ ಈ ಪ್ರಯತ್ನಗಳನ್ನು ಸಮಾಜ ತಿರಸ್ಕರಿಸಬೇಕು. bbox=[51, 835, 448, 917]
iran-p16: ಇರಾನ್‌ನ ಡ್ರೋನ್ ತಂತ್ರಜ್ಞಾನ ಕಳೆದ ದಶಕದಲ್ಲಿ ಗಮನಾರ್ಹ ಪ್ರಗತಿ ಸಾಧಿಸಿದೆ. ಶಾಹೆದ್ ಡ್ರೋನ್‌ಗಳು ರಷ್ಯಾ-ಉಕ್ರೇನ್ ಯುದ್ಧದಲ್ಲಿ ತಮ್ಮ ಸಾಮರ್ಥ್ಯ ಸಾಬೀತುಪಡಿಸಿವೆ. ಅಗ್ಗದ ಈ ಡ್ರೋನ್‌ಗಳನ್ನು ಹೊಡೆದುರುಳಿಸಲು ದುಬಾರಿ ಕ್ಷಿಪಣಿಗಳನ್ನು ಬಳಸಬೇಕಾಗುತ್ತದೆ. bbox=[939, 1422, 1201, 1526]
lead-divider-2 bbox=[1166, 230, 1167, 1107]
lead-p13: ಕಾರ್ಯಕರ್ತನ ಕಾರಣಕ್ಕೆ ಪ.ಬಂಗಾಳದ ಚುನಾವಣೆ ದೇಶದ ಗಮನ ಸೆಳೆಯುತ್ತಿದೆ. 2016ರ ವಿಧಾನಸಭಾ ಚುನಾವಣೆಯಲ್ಲಿ ಬಂಗಾಳದಲ್ಲಿ ಬಿಜೆಪಿ ಕೇವಲ 3 ಸ್ಥಾನಗಳನ್ನು ಗೆದ್ದಿತ್ತು. 2019ರ ಲೋಕಸಭಾ ಚುನಾವಣೆಯಲ್ಲಿ 18 ಸ್ಥಾನಗಳನ್ನು ಗೆದ್ದು ಇತಿಹಾಸ ನಿರ್ಮಿಸಿತು. 2021ರಲ್ಲಿ 77 ಶಾಸಕರನ್ನು ಪಡೆದು ಪ್ರಮುಖ ವಿರೋಧ ಪಕ್ಷವಾಯಿತು. bbox=[1175, 230, 1508, 333]
section-title: ವಿಚಾರ bbox=[684, 38, 927, 114]
iran-p20: ಹೋರ್ಮುಜ್ ಮತ್ತು ಖಾರ್ಗ್ ದ್ವೀಪಗಳನ್ನು ಮತ್ತು ಕರಾವಳಿ ಪ್ರದೇಶಗಳನ್ನು ನಿಯಂತ್ರಿಸುವ ಸೀಮಿತ ಕಾರ್ಯಾಚರಣೆಯೇ ಅಮೆರಿಕಕ್ಕೆ ಹೆಚ್ಚು ಕಾರ್ಯಸಾಧ್ಯ ಆಯ್ಕೆ ಎಂದು ತಜ್ಞರು ಅಭಿಪ್ರಾಯಪಡುತ್ತಾರೆ. ಆದರೆ ಅದೂ ದೊಡ್ಡ ಅಪಾಯದಿಂದ ಮುಕ್ತವಲ್ಲ. bbox=[1215, 1364, 1509, 1446]
lead-p9: ಕಾಳಜಿವಹಿಸುತ್ತಾರೆ. ಇದೇ ವ್ಯಕ್ತಿ ಆತನ ವಿರುದ್ಧವಿದೆ. ಆತನಿಗೆ ನಿಂದನೆ ಎದುರಾಗಿದೆ. ಅವಹೇಳನ ಎದುರಾಗಿದೆ. ಆದರೂ ಆತ ಬಿಜೆಪಿಯ ಜೊತೆ ನಿಂತಿದ್ದಾನೆ. ಆತನ ಮನೆಯಲ್ಲಿ ಹಸಿವು, ಬಡತನ ಇದ್ದರೂ ಆತ ಪಕ್ಷದ ಧ್ವಜ ಹಿಡಿದು ಬೀದಿಗಿಳಿಯುತ್ತಾನೆ. bbox=[831, 412, 1157, 493]
iran-col-4 bbox=[939, 1311, 1201, 1909]
yellow-dot bbox=[1422, 2355, 1432, 2365]
section-divider-2 bbox=[38, 1919, 1509, 1921]
kerala-col-3 bbox=[639, 1996, 921, 2322]
iran-p2: ಸಣ್ಣ ದೋಣಿಗಳು, ಕ್ಷಿಪಣಿಗಳು ಮತ್ತು ಆತ್ಮಾಹುತಿ ದಾಳಿಗಳ ಮೂಲಕ ಅವರು ಅಮೆರಿಕದ 16 ಯುದ್ಧನೌಕೆಗಳನ್ನು ಮುಳುಗಿಸಿದ್ದರು. ಈ ಫಲಿತಾಂಶ ಪೆಂಟಗನ್‌ಗೆ ಆಘಾತ ನೀಡಿತ್ತು. ಈಗ ಇರಾನ್ ವಿರುದ್ಧ ಭೂ ದಾಳಿಯ ಚರ್ಚೆ ನಡೆಯುತ್ತಿರುವಾಗ ಆ ಅಭ್ಯಾಸದ ಪಾಠಗಳು ಮತ್ತೆ ನೆನಪಾಗುತ್ತಿವೆ. bbox=[51, 1409, 313, 1534]
editorial-p5: ಅದರೆ, ಇದಾದ ಬಳಿಕ ಈಗ ಹೊಸದೊಂದು ಸುಳ್ಳಿನ ಜಾಲ ಹೆಣೆಯಲಾಗಿದೆ. ಸಾಮಾಜಿಕ ಜಾಲತಾಣಗಳಲ್ಲಿ ಹರಿದಾಡುತ್ತಿರುವ ನಕಲಿ ಚಿತ್ರಗಳು, ವಿಡಿಯೋಗಳ ಮೂಲಕ ಜನರಲ್ಲಿ ಭಯ ಹುಟ್ಟಿಸುವ ಕೆಲಸ ನಡೆದಿದೆ. ಇಂತಹ ಸಂಚುಗಳನ್ನು ಬಯಲಿಗೆಳೆಯುವುದು ಅಗತ್ಯ. bbox=[51, 769, 448, 829]
kerala-col-2 bbox=[342, 1996, 623, 2322]
kerala-col-1 bbox=[51, 2018, 326, 2322]
kerala-p8: 2024ರ ಲೋಕಸಭಾ ಚುನಾವಣೆಯಲ್ಲಿ ಬಿಜೆಪಿ ತ್ರಿಶ್ಶೂರ್ ಕ್ಷೇತ್ರದಲ್ಲಿ ಗೆಲುವು ಸಾಧಿಸಿ ಕೇರಳದಲ್ಲಿ ಖಾತೆ ತೆರೆಯಿತು. ಇದು ಕ್ರೈಸ್ತ ಮತದಾರರ ಬೆಂಬಲದ ಸಂಕೇತ ಎಂದು ವಿಶ್ಲೇಷಿಸಲಾಗಿದೆ. ಈ ಬಾರಿ ಎನ್‌ಡಿಎ ಹಲವು ಕ್ಷೇತ್ರಗಳಲ್ಲಿ ತ್ರಿಕೋನ ಸ್ಪರ್ಧೆ ಒಡ್ಡಲಿದೆ. bbox=[639, 2107, 921, 2189]
iran-p19: ಪ್ರಾದೇಶಿಕ ಭೌಗೋಳಿಕ ಅನುಕೂಲಗಳು ಮತ್ತು ಸಂಪನ್ಮೂಲಗಳ ಕಾರಣದಿಂದ ಇರಾನ್ ತನ್ನ ನೆಲದಲ್ಲಿ ದೀರ್ಘಕಾಲ ಹೋರಾಡುವ ಸಾಮರ್ಥ್ಯ ಹೊಂದಿದೆ. ಮೂವತ್ತೈದು ಲಕ್ಷ ಜನರ ತೆಹ್ರಾನ್ ನಗರದಲ್ಲಿ ಬೀದಿ ಯುದ್ಧ ನಡೆದರೆ ಸಾವುನೋವುಗಳ ಸಂಖ್ಯೆ ಊಹೆಗೂ ನಿಲುಕದು. bbox=[1215, 1255, 1509, 1358]
tagline: ಸತ್ಯ ಸಮಾಚಾರ ನಿತ್ಯ bbox=[131, 90, 206, 103]
iran-p7: ಬಿ-2 ಬಾಂಬರ್‌ಗಳು ಹಿಂದೂ ಮಹಾಸಾಗರದ ಡಿಯಾಗೋ ಗಾರ್ಸಿಯಾ ದ್ವೀಪದಲ್ಲಿ ಸಜ್ಜಾಗಿವೆ. ಈ ವಿಮಾನಗಳು ರಾಡಾರ್ ಕಣ್ಣಿಗೆ ಬೀಳದೆ ಇರಾನ್‌ನ ಭೂಗತ ಅಣು ಕೇಂದ್ರಗಳ ಮೇಲೆ ದಾಳಿ ನಡೆಸುವ ಸಾಮರ್ಥ್ಯ ಹೊಂದಿವೆ. ಫೋರ್ಡೋ ಮತ್ತು ನತಾಂಜ್ ಕೇಂದ್ರಗಳು ಪ್ರಮುಖ ಗುರಿಗಳು. bbox=[327, 1364, 628, 1467]
lead-col-2 bbox=[831, 409, 1157, 1110]
lead-p14: ಇದು ಸಾಧ್ಯವಾದದ್ದು ಕಾರ್ಯಕರ್ತರ ಅವಿರತ ಶ್ರಮದಿಂದ. ಹಳ್ಳಿ ಹಳ್ಳಿಗಳಲ್ಲಿ ಬೂತ್ ಸಮಿತಿಗಳನ್ನು ಕಟ್ಟಿದವರು ಅವರೇ. ಚುನಾವಣಾ ಪ್ರಚಾರ, ಮತದಾನ ದಿನದ ವ್ಯವಸ್ಥೆ, ಮತ ಎಣಿಕೆ ಕೇಂದ್ರದಲ್ಲಿ ಕಾವಲು ಎಲ್ಲವನ್ನೂ ಅವರು ನಿರ್ವಹಿಸಿದರು. ಬೆದರಿಕೆಗಳ ನಡುವೆಯೂ ಅವರು ಧೈರ್ಯ ಕಳೆದುಕೊಳ್ಳಲಿಲ್ಲ. bbox=[1175, 338, 1508, 420]
iran-caption-text: 15 ಮೈಲು ದೂರದಿಂದಲೇ ಈ ದ್ವೀಪವು ಇರಾನಿನ ತೈಲ ರಫ್ತಿನ ಶೇ. 90ರಷ್ಟು ಭಾಗ ನಿರ್ವಹಿಸುತ್ತದೆ. ಅಮೆರಿಕದ ಮರೀನ್ ಪಡೆ ಒಂದು ಗುರುವಾರದ ಬಳಿಕ ಈ ದ್ವೀಪವನ್ನು ತಲುಪಬಹುದು. bbox=[643, 1467, 924, 1525]
lead-p1: ನವ ಸ್ವಭಾವ ಒಂದೆಡೆ ಕೋಪ ಮತ್ತು ದುರಾಸೆ, ಮತ್ತೊಂದೆಡೆ ಪ್ರೀತಿ ಮತ್ತು ತ್ಯಾಗ-ಎರಡೂ ಪ್ರವೃತ್ತಿಗಳನ್ನು ಹೊಂದಿರುತ್ತವೆ. ಒಬ್ಬ ಕಾರ್ಯಕರ್ತ ಪ್ರೀತಿ ಮತ್ತು ತ್ಯಾಗದ ಮಾರ್ಗವನ್ನು ಆರಿಸಿಕೊಳ್ಳಲು ಎಂದಿಗೂ ದೀನದಯಾಳ್ ಉಪಾಧ್ಯಾಯರು, ಅಟಲ್ ಬಿಹಾರಿ ವಾಜಪೇಯಿ ಮತ್ತು ಅನೇಕ ನಾಯಕರ ಜೀವನ ಸ್ಫೂರ್ತಿಯಾಗಿದೆ. bbox=[486, 230, 812, 354]
kerala-dropcap: ಕೇ bbox=[51, 2018, 99, 2085]
lead-p12: ಇಂತಹ ಕಾರ್ಯಕರ್ತರ ಪಡೆ ಪ.ಬಂಗಾಳದಲ್ಲಿ ಹಿಂದೆಂದಿಗಿಂತಲೂ ಇಂದು ಹೆಚ್ಚು ಕ್ರಿಯಾಶೀಲವಾಗಿದೆ. ಅದರ ಸಂಘಟನಾ ಶಕ್ತಿ ಚುನಾವಣಾ ಫಲಿತಾಂಶದಲ್ಲಿ ಪ್ರತಿಫಲಿಸಲಿದೆ. bbox=[831, 675, 1157, 735]
kerala-sub3: ಮಧ್ಯ ಕೇರಳ (53 ಸ್ಥಾನಗಳು): bbox=[342, 2108, 483, 2125]
kerala-byline bbox=[51, 1996, 92, 2012]
logo-icon bbox=[90, 50, 125, 86]
kerala-p4: ಮುಸ್ಲಿಂ ಲೀಗ್ ಪ್ರಾಬಲ್ಯದ ಮಲಪ್ಪುರಂ, ಕೋಝಿಕ್ಕೋಡ್ ಮತ್ತು ಕಣ್ಣೂರು ಜಿಲ್ಲೆಗಳು ಈ ವಲಯದಲ್ಲಿವೆ. ಕಣ್ಣೂರು ಸಿಪಿಎಂ ಭದ್ರಕೋಟೆ. ಇಲ್ಲಿ ಮುಸ್ಲಿಂ ಮತಗಳು ನಿರ್ಣಾಯಕ ಪಾತ್ರ ವಹಿಸುತ್ತವೆ. bbox=[342, 1998, 623, 2079]
iran-sub3: ಪೂರ್ಣ ಪ್ರಮಾಣದ ಭೂದಾಳಿಯಾದರೆ... bbox=[643, 1759, 822, 1776]
lead-p3: ಇತ್ತೀಚಿನ ವರ್ಷಗಳಲ್ಲಿ ರಾಜಕೀಯದಲ್ಲಿ ಕಾರ್ಯಕರ್ತರ ಪಾತ್ರ ಬದಲಾಗುತ್ತಿದೆ. ಸಾಮಾಜಿಕ ಜಾಲತಾಣಗಳ ಯುಗದಲ್ಲಿ ಪ್ರಚಾರದ ವಿಧಾನಗಳು ಬದಲಾಗಿವೆ. ಆದರೂ ನೆಲಮಟ್ಟದಲ್ಲಿ ಜನರೊಂದಿಗೆ ನೇರ ಸಂಪರ್ಕ ಹೊಂದಿರುವ ಕಾರ್ಯಕರ್ತನ ಮಹತ್ವ ಕಡಿಮೆಯಾಗಿಲ್ಲ. ಬೂತ್ ಮಟ್ಟದ ಕೆಲಸವೇ ಗೆಲುವಿನ ಮೂಲ. bbox=[486, 448, 812, 551]
cyan-dot bbox=[544, 2355, 554, 2365]
kerala-p12: ಈ ಬಾರಿ ಯುಡಿಎಫ್ ಸರ್ಕಾರ ವಿರೋಧಿ ಅಲೆಯ ಲಾಭ ಪಡೆಯುವ ನಿರೀಕ್ಷೆಯಲ್ಲಿದೆ. 2024ರ ಲೋಕಸಭಾ ಚುನಾವಣೆಯಲ್ಲಿ ಯುಡಿಎಫ್ 18 ಸ್ಥಾನ ಗೆದ್ದಿತ್ತು. ವಿಧಾನಸಭಾ ಕ್ಷೇತ್ರವಾರು ಲೆಕ್ಕದಲ್ಲಿ ಯುಡಿಎಫ್ 110 ಕ್ಷೇತ್ರಗಳಲ್ಲಿ ಮುನ್ನಡೆ ಸಾಧಿಸಿತ್ತು. bbox=[1234, 2107, 1509, 2211]
iran-p9: 'ನರಕಕ್ಕೆ ಸ್ವಾಗತ' ಎಂಬ ಶೀರ್ಷಿಕೆಯಡಿ ಇರಾನಿನ ಮಾಧ್ಯಮಗಳು ಅಮೆರಿಕದ ಸೈನಿಕರಿಗೆ ಎಚ್ಚರಿಕೆ ನೀಡಿವೆ. ಭೂ ಆಕ್ರಮಣ ನಡೆದರೆ ಪ್ರತಿ ಹಳ್ಳಿಯೂ ಯುದ್ಧಭೂಮಿಯಾಗುತ್ತದೆ ಎಂದು ಅವು ಹೇಳಿವೆ. bbox=[327, 1561, 628, 1621]
iran-p15: ಕಡಲಿನಿಂದ ನುಗ್ಗುವ ಪಡೆಗಳು ಇರಾನಿನ ಕರಾವಳಿಯಲ್ಲಿ ಭಾರಿ ಪ್ರತಿರೋಧ ಎದುರಿಸಬೇಕಾಗುತ್ತದೆ. ಇರಾನ್ ಸಮುದ್ರ ತೀರದುದ್ದಕ್ಕೂ ಕ್ಷಿಪಣಿ ನೆಲೆಗಳು, ಗಣಿಗಳು ಮತ್ತು ವೇಗದ ದೋಣಿಗಳನ್ನು ಸಜ್ಜುಗೊಳಿಸಿದೆ. 2003ರಲ್ಲಿ ಅಮೆರಿಕ ಇರಾಕ್‌ನಲ್ಲಿ ಅನುಸರಿಸಿದ ತಂತ್ರ ಇಲ್ಲಿ ಕೆಲಸ ಮಾಡದು. bbox=[939, 1314, 1201, 1417]
kerala-divider-2 bbox=[631, 1996, 632, 2322]
lead-p4: ಹಾಗಾದರೆ ನಿಜವಾದ ಕಾರ್ಯಕರ್ತ ಎಲ್ಲಿದ್ದಾನೆ? ಅವನು ಸಂಘಟನೆಯ ಸೂಚನೆಗಾಗಿ ಕಾಯದೆ, ಸ್ವಯಂಪ್ರೇರಣೆಯಿಂದ ಕೆಲಸ ಮಾಡುತ್ತಾನೆ. ಅಧಿಕಾರ, ಹುದ್ದೆ, ಹಣದ ಆಸೆ ಇಲ್ಲದೆ ರಾಷ್ಟ್ರದ ಹಿತಕ್ಕಾಗಿ ದುಡಿಯುತ್ತಾನೆ. ಇಂದು ಅಂತಹ ಕಾರ್ಯಕರ್ತನನ್ನು ಕಾಣಲು ಬಂಗಾಳಕ್ಕೆ ಹೋಗಬೇಕು. bbox=[486, 557, 812, 639]
column-author: ಸಂತೋಷ್ ತಮ್ಮಯ್ಯ bbox=[850, 303, 935, 318]
iran-col-1 bbox=[51, 1276, 313, 1909]
lead-p17: ಬಂಗಾಳದಲ್ಲಿ ಹೀಗಿನ್ನು ಇರುವುದರಿಂದ ಬಂಗಾಳ ಬಿಜೆಪಿಯಲ್ಲೊಬ್ಬ ಕಾರ್ಯಕರ್ತನಾಗಬೇಕು. ಅದೃಷ್ಟದ ಕಾರ್ಯಕರ್ತ ಎನಿಸುತ್ತಾನೆ. ಬಂಗಾಳದಲ್ಲಿ ನಡೆಯುವ ಚುನಾವಣೆ ಕೇವಲ ರಾಜಕೀಯ ಸ್ಪರ್ಧೆಯಲ್ಲ, ಅದು ಕಾರ್ಯಕರ್ತನ ಅಸ್ತಿತ್ವದ ಹೋರಾಟ. ಅವನ ಗೆಲುವು ಪ್ರಜಾಪ್ರಭುತ್ವದ ಗೆಲುವು. bbox=[1175, 624, 1508, 705]
iran-p6: ಇದೇ ವೇಳೆ, ಮರೀನ್ ಪೋರ್ಸ್ ಸೈನಿಕರನ್ನು ಹೊತ್ತ ಎರಡು ನೌಕೆಗಳು ಕೊಲ್ಲಿಯಲ್ಲಿ ಬೀಡುಬಿಟ್ಟಿವೆ. 4,000 ಸೈನಿಕರನ್ನು ಹೊತ್ತ ಯುಎಸ್ಎಸ್ ಟ್ರಿಪೋಲಿ ನೌಕೆಯು ಮೂರು ವಾರಗಳ ಹಿಂದೆಯೇ ಪ್ರದೇಶಕ್ಕೆ ಆಗಮಿಸಿದೆ. ಸುಮಾರು 3500 ಸೈನಿಕರ ಇನ್ನೊಂದು ತುಕಡಿ ಶೀಘ್ರ ಆಗಮಿಸಲಿದೆ. bbox=[327, 1255, 628, 1358]
kerala-col-5 bbox=[1234, 1996, 1509, 2322]
cyan-dot bbox=[134, 2355, 145, 2365]
